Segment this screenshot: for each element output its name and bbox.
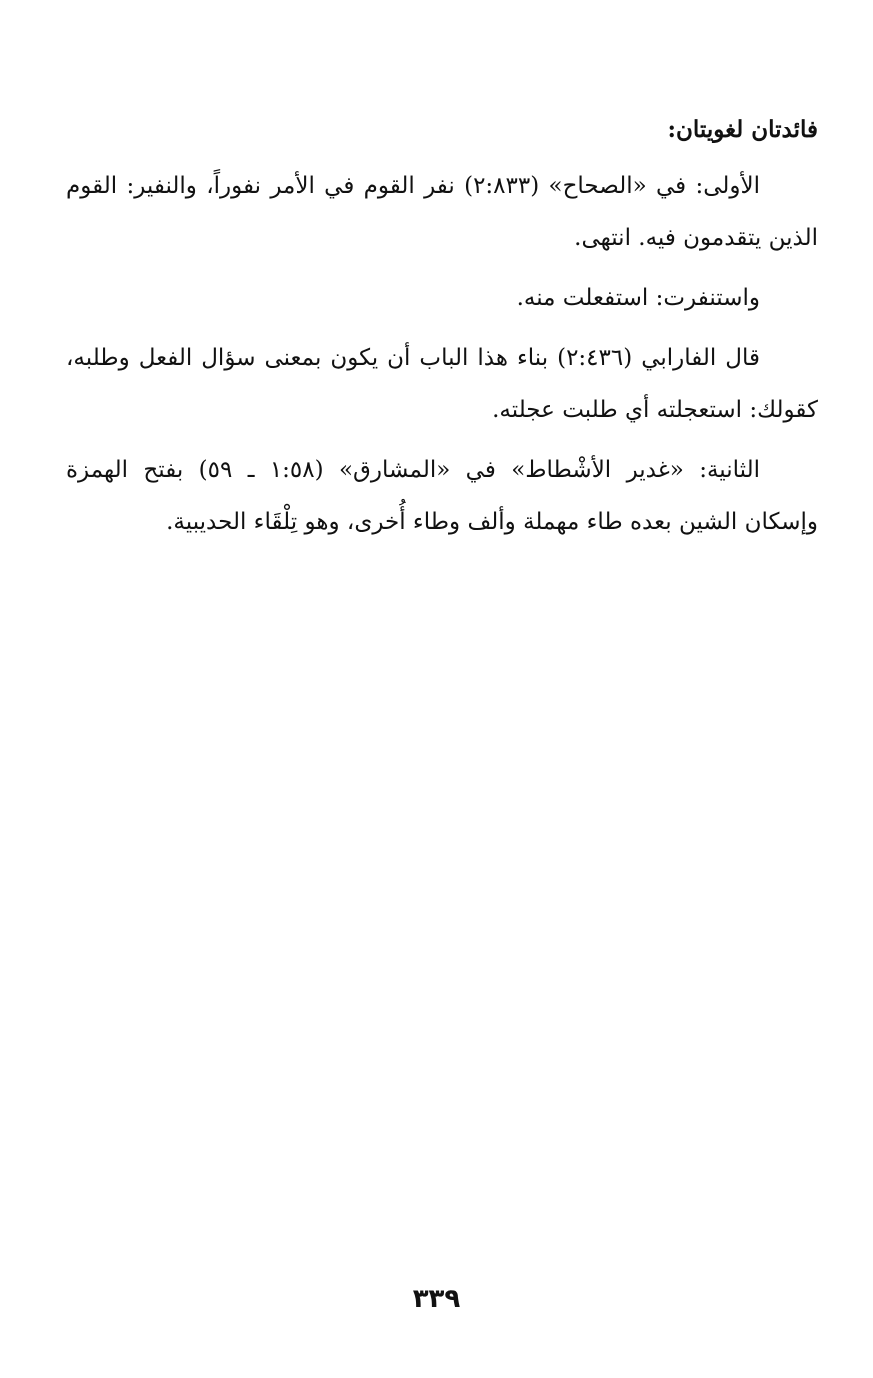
paragraph-istanfart: واستنفرت: استفعلت منه. (516, 285, 760, 311)
paragraph-first-note: الأولى: في «الصحاح» (٢:٨٣٣) نفر القوم في الأمر نفوراً، والنفير: القوم الذين يتقدمون فيه. انتهى. (66, 173, 818, 251)
section-heading: فائدتان لغويتان: (667, 116, 818, 143)
paragraph-farabi: قال الفارابي (٢:٤٣٦) بناء هذا الباب أن يكون بمعنى سؤال الفعل وطلبه، كقولك: استعجلته أي طلبت عجلته. (66, 345, 818, 423)
paragraph-second-note: الثانية: «غدير الأشْطاط» في «المشارق» (١:٥٨ ـ ٥٩) بفتح الهمزة وإسكان الشين بعده طاء مهملة وألف وطاء أُخرى، وهو تِلْقَاء الحديبية. (66, 457, 818, 535)
page-number: ٣٣٩ (412, 1284, 461, 1314)
main-text (66, 104, 818, 556)
